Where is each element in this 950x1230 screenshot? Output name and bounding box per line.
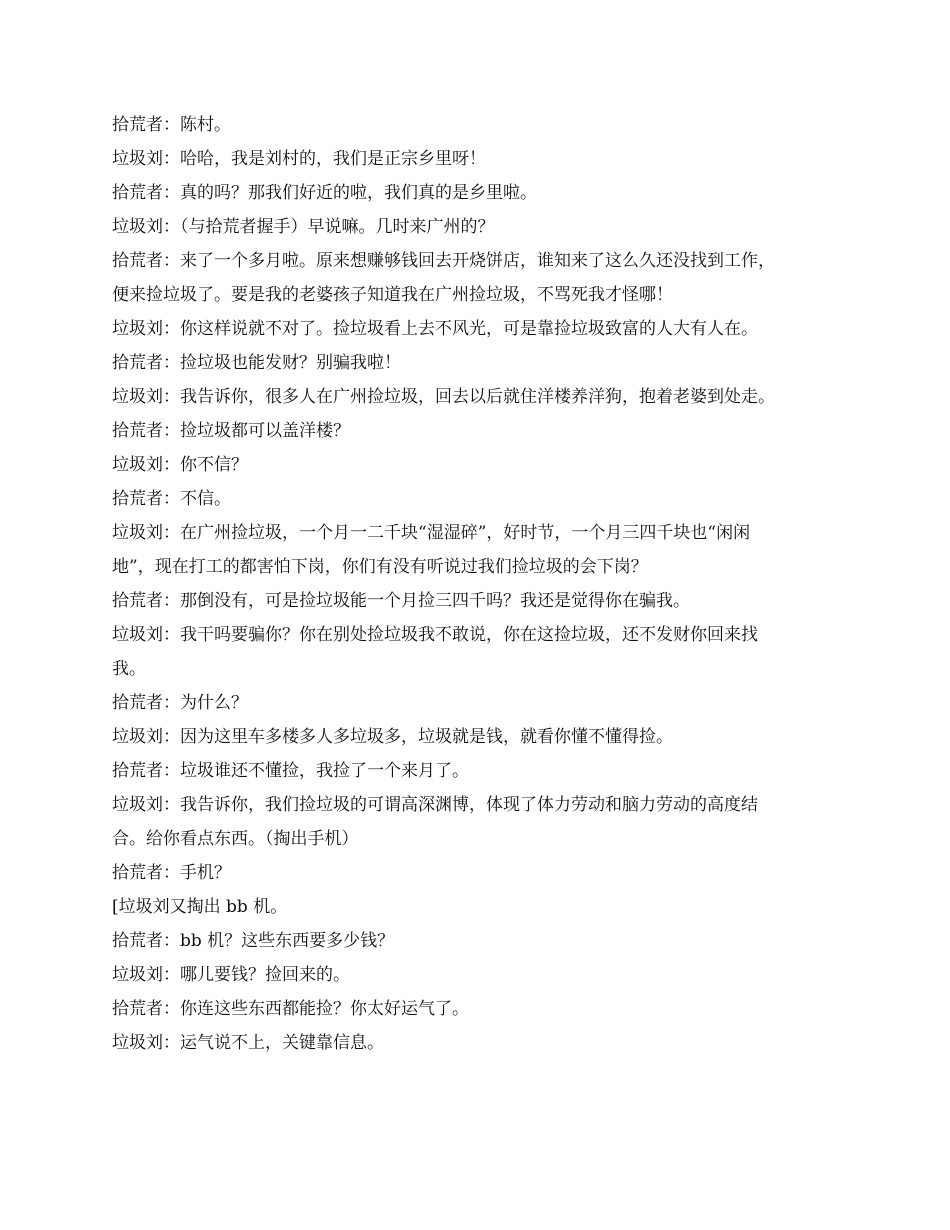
speaker-separator: ：	[163, 523, 180, 543]
speaker-name: 拾荒者	[112, 693, 163, 713]
dialogue-line	[112, 720, 838, 754]
speaker-name: 垃圾刘	[112, 795, 163, 815]
dialogue-line	[112, 754, 838, 788]
line-text: 垃圾谁还不懂捡，我捡了一个来月了。	[180, 761, 469, 781]
line-text: 我告诉你，很多人在广州捡垃圾，回去以后就住洋楼养洋狗，抱着老婆到处走。	[180, 387, 775, 407]
speaker-separator: ：	[163, 591, 180, 611]
line-text: 合。给你看点东西。（掏出手机）	[112, 829, 359, 849]
speaker-name: 拾荒者	[112, 591, 163, 611]
speaker-separator: ：	[163, 251, 180, 271]
speaker-name: 拾荒者	[112, 489, 163, 509]
line-text: 你这样说就不对了。捡垃圾看上去不风光，可是靠捡垃圾致富的人大有人在。	[180, 319, 758, 339]
line-text: 运气说不上，关键靠信息。	[180, 1033, 384, 1053]
dialogue-line	[112, 244, 838, 278]
continuation-line	[112, 278, 838, 312]
speaker-name: 拾荒者	[112, 863, 163, 883]
speaker-name: 垃圾刘	[112, 455, 163, 475]
line-text: 手机？	[180, 863, 231, 883]
speaker-separator: ：	[163, 149, 180, 169]
speaker-name: 拾荒者	[112, 761, 163, 781]
speaker-name: 垃圾刘	[112, 523, 163, 543]
dialogue-line	[112, 1026, 838, 1060]
dialogue-line	[112, 856, 838, 890]
speaker-name: 垃圾刘	[112, 625, 163, 645]
speaker-separator: ：	[163, 931, 180, 951]
speaker-separator: ：	[163, 965, 180, 985]
line-text: （与拾荒者握手）早说嘛。几时来广州的？	[180, 217, 495, 237]
speaker-name: 垃圾刘	[112, 217, 163, 237]
dialogue-line	[112, 482, 838, 516]
speaker-separator: ：	[163, 183, 180, 203]
speaker-separator: ：	[163, 727, 180, 747]
dialogue-line	[112, 924, 838, 958]
line-text: 真的吗？那我们好近的啦，我们真的是乡里啦。	[180, 183, 537, 203]
speaker-separator: ：	[163, 217, 180, 237]
speaker-separator: ：	[163, 455, 180, 475]
speaker-name: 垃圾刘	[112, 727, 163, 747]
speaker-name: 拾荒者	[112, 251, 163, 271]
line-text: 你不信？	[180, 455, 248, 475]
speaker-separator: ：	[163, 387, 180, 407]
line-text: [垃圾刘又掏出 bb 机。	[112, 897, 288, 917]
dialogue-line	[112, 142, 838, 176]
line-text: 哪儿要钱？捡回来的。	[180, 965, 350, 985]
line-text: bb 机？这些东西要多少钱？	[180, 931, 395, 951]
line-text: 便来捡垃圾了。要是我的老婆孩子知道我在广州捡垃圾，不骂死我才怪哪！	[112, 285, 673, 305]
speaker-separator: ：	[163, 863, 180, 883]
speaker-separator: ：	[163, 489, 180, 509]
dialogue-line	[112, 686, 838, 720]
line-text: 我告诉你，我们捡垃圾的可谓高深渊博，体现了体力劳动和脑力劳动的高度结	[180, 795, 758, 815]
speaker-name: 拾荒者	[112, 115, 163, 135]
dialogue-line	[112, 584, 838, 618]
dialogue-line	[112, 958, 838, 992]
speaker-name: 垃圾刘	[112, 319, 163, 339]
continuation-line	[112, 550, 838, 584]
line-text: 捡垃圾都可以盖洋楼？	[180, 421, 350, 441]
line-text: 哈哈，我是刘村的，我们是正宗乡里呀！	[180, 149, 486, 169]
speaker-name: 垃圾刘	[112, 387, 163, 407]
dialogue-line	[112, 380, 838, 414]
dialogue-line	[112, 516, 838, 550]
dialogue-line	[112, 312, 838, 346]
line-text: 不信。	[180, 489, 231, 509]
line-text: 在广州捡垃圾，一个月一二千块“湿湿碎”，好时节，一个月三四千块也“闲闲	[180, 523, 751, 543]
line-text: 为什么？	[180, 693, 248, 713]
line-text: 来了一个多月啦。原来想赚够钱回去开烧饼店，谁知来了这么久还没找到工作，	[180, 251, 775, 271]
line-text: 因为这里车多楼多人多垃圾多，垃圾就是钱，就看你懂不懂得捡。	[180, 727, 673, 747]
line-text: 你连这些东西都能捡？你太好运气了。	[180, 999, 469, 1019]
continuation-line	[112, 652, 838, 686]
speaker-name: 拾荒者	[112, 353, 163, 373]
dialogue-line	[112, 618, 838, 652]
line-text: 那倒没有，可是捡垃圾能一个月捡三四千吗？我还是觉得你在骗我。	[180, 591, 690, 611]
script-body	[112, 108, 838, 1060]
speaker-separator: ：	[163, 693, 180, 713]
line-text: 我干吗要骗你？你在别处捡垃圾我不敢说，你在这捡垃圾，还不发财你回来找	[180, 625, 758, 645]
dialogue-line	[112, 788, 838, 822]
speaker-separator: ：	[163, 999, 180, 1019]
line-text: 陈村。	[180, 115, 231, 135]
speaker-separator: ：	[163, 625, 180, 645]
dialogue-line	[112, 108, 838, 142]
speaker-separator: ：	[163, 795, 180, 815]
dialogue-line	[112, 992, 838, 1026]
speaker-name: 拾荒者	[112, 183, 163, 203]
dialogue-line	[112, 176, 838, 210]
speaker-name: 垃圾刘	[112, 965, 163, 985]
continuation-line	[112, 822, 838, 856]
line-text: 地”，现在打工的都害怕下岗，你们有没有听说过我们捡垃圾的会下岗？	[112, 557, 648, 577]
dialogue-line	[112, 448, 838, 482]
speaker-separator: ：	[163, 115, 180, 135]
line-text: 我。	[112, 659, 146, 679]
speaker-name: 拾荒者	[112, 931, 163, 951]
speaker-separator: ：	[163, 353, 180, 373]
speaker-name: 垃圾刘	[112, 149, 163, 169]
continuation-line	[112, 890, 838, 924]
speaker-separator: ：	[163, 421, 180, 441]
speaker-name: 垃圾刘	[112, 1033, 163, 1053]
speaker-name: 拾荒者	[112, 999, 163, 1019]
speaker-separator: ：	[163, 1033, 180, 1053]
dialogue-line	[112, 414, 838, 448]
line-text: 捡垃圾也能发财？别骗我啦！	[180, 353, 401, 373]
dialogue-line	[112, 346, 838, 380]
speaker-separator: ：	[163, 761, 180, 781]
speaker-separator: ：	[163, 319, 180, 339]
dialogue-line	[112, 210, 838, 244]
speaker-name: 拾荒者	[112, 421, 163, 441]
